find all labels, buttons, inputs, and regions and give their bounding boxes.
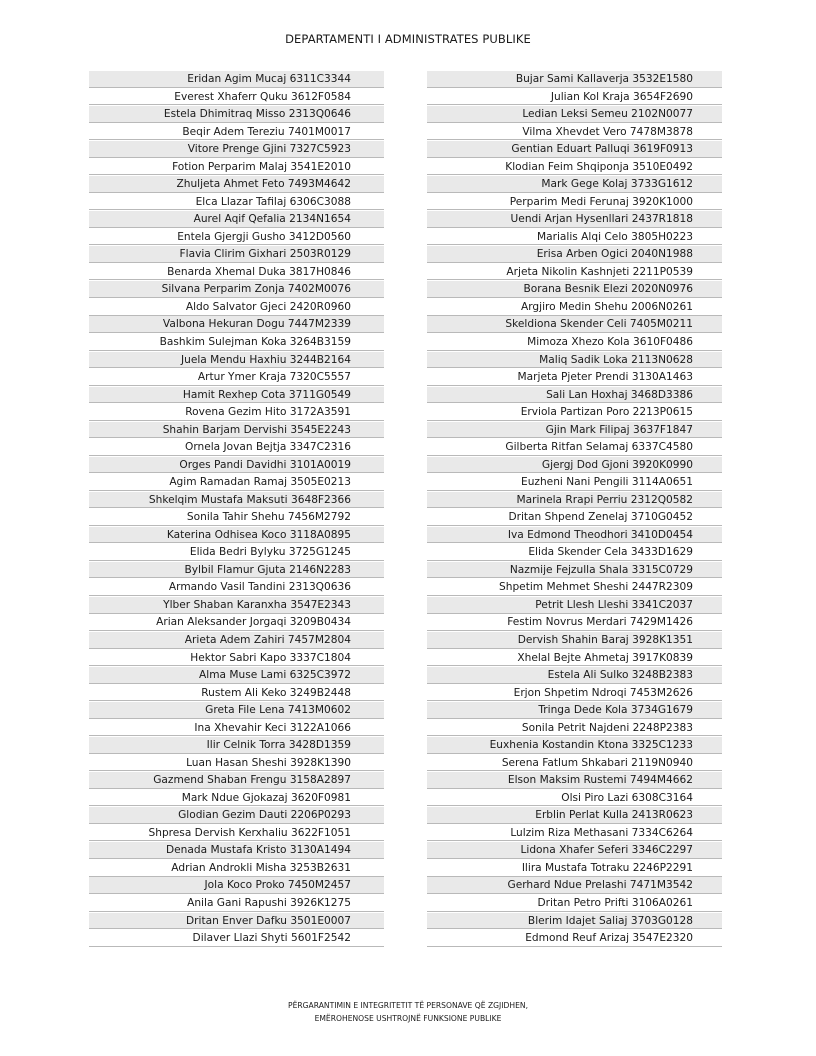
list-item: Bashkim Sulejman Koka 3264B3159 <box>89 334 384 351</box>
list-item: Serena Fatlum Shkabari 2119N0940 <box>427 755 722 772</box>
list-item: Silvana Perparim Zonja 7402M0076 <box>89 281 384 298</box>
list-item: Gjergj Dod Gjoni 3920K0990 <box>427 457 722 474</box>
list-item: Festim Novrus Merdari 7429M1426 <box>427 614 722 631</box>
list-item: Dervish Shahin Baraj 3928K1351 <box>427 632 722 649</box>
list-item: Arjeta Nikolin Kashnjeti 2211P0539 <box>427 264 722 281</box>
list-item: Olsi Piro Lazi 6308C3164 <box>427 790 722 807</box>
list-item: Euzheni Nani Pengili 3114A0651 <box>427 474 722 491</box>
right-name-column <box>427 71 722 948</box>
list-item: Arian Aleksander Jorgaqi 3209B0434 <box>89 614 384 631</box>
list-item: Gazmend Shaban Frengu 3158A2897 <box>89 772 384 789</box>
list-item: Borana Besnik Elezi 2020N0976 <box>427 281 722 298</box>
list-item: Jola Koco Proko 7450M2457 <box>89 877 384 894</box>
list-item: Glodian Gezim Dauti 2206P0293 <box>89 807 384 824</box>
list-item: Rovena Gezim Hito 3172A3591 <box>89 404 384 421</box>
list-item: Erblin Perlat Kulla 2413R0623 <box>427 807 722 824</box>
list-item: Katerina Odhisea Koco 3118A0895 <box>89 527 384 544</box>
list-item: Erviola Partizan Poro 2213P0615 <box>427 404 722 421</box>
list-item: Anila Gani Rapushi 3926K1275 <box>89 895 384 912</box>
list-item: Gilberta Ritfan Selamaj 6337C4580 <box>427 439 722 456</box>
list-item: Perparim Medi Ferunaj 3920K1000 <box>427 194 722 211</box>
list-item: Dritan Enver Dafku 3501E0007 <box>89 913 384 930</box>
list-item: Marinela Rrapi Perriu 2312Q0582 <box>427 492 722 509</box>
list-item: Edmond Reuf Arizaj 3547E2320 <box>427 930 722 947</box>
list-item: Gentian Eduart Palluqi 3619F0913 <box>427 141 722 158</box>
list-item: Dritan Petro Prifti 3106A0261 <box>427 895 722 912</box>
list-item: Shahin Barjam Dervishi 3545E2243 <box>89 422 384 439</box>
list-item: Erisa Arben Ogici 2040N1988 <box>427 246 722 263</box>
list-item: Shkelqim Mustafa Maksuti 3648F2366 <box>89 492 384 509</box>
list-item: Dritan Shpend Zenelaj 3710G0452 <box>427 509 722 526</box>
list-item: Vitore Prenge Gjini 7327C5923 <box>89 141 384 158</box>
list-item: Euxhenia Kostandin Ktona 3325C1233 <box>427 737 722 754</box>
list-item: Hamit Rexhep Cota 3711G0549 <box>89 387 384 404</box>
list-item: Ilir Celnik Torra 3428D1359 <box>89 737 384 754</box>
left-name-column <box>89 71 384 948</box>
list-item: Alma Muse Lami 6325C3972 <box>89 667 384 684</box>
list-item: Denada Mustafa Kristo 3130A1494 <box>89 842 384 859</box>
list-item: Julian Kol Kraja 3654F2690 <box>427 89 722 106</box>
list-item: Marialis Alqi Celo 3805H0223 <box>427 229 722 246</box>
list-item: Shpetim Mehmet Sheshi 2447R2309 <box>427 579 722 596</box>
list-item: Ina Xhevahir Keci 3122A1066 <box>89 720 384 737</box>
list-item: Greta File Lena 7413M0602 <box>89 702 384 719</box>
list-item: Tringa Dede Kola 3734G1679 <box>427 702 722 719</box>
list-item: Benarda Xhemal Duka 3817H0846 <box>89 264 384 281</box>
list-item: Nazmije Fejzulla Shala 3315C0729 <box>427 562 722 579</box>
list-item: Valbona Hekuran Dogu 7447M2339 <box>89 316 384 333</box>
list-item: Beqir Adem Tereziu 7401M0017 <box>89 124 384 141</box>
footer-line-2: EMËROHENOSE USHTROJNË FUNKSIONE PUBLIKE <box>314 1014 502 1023</box>
list-item: Fotion Perparim Malaj 3541E2010 <box>89 159 384 176</box>
list-item: Bujar Sami Kallaverja 3532E1580 <box>427 71 722 88</box>
list-item: Uendi Arjan Hysenllari 2437R1818 <box>427 211 722 228</box>
list-item: Iva Edmond Theodhori 3410D0454 <box>427 527 722 544</box>
list-item: Gerhard Ndue Prelashi 7471M3542 <box>427 877 722 894</box>
list-item: Everest Xhaferr Quku 3612F0584 <box>89 89 384 106</box>
list-item: Adrian Androkli Misha 3253B2631 <box>89 860 384 877</box>
list-item: Vilma Xhevdet Vero 7478M3878 <box>427 124 722 141</box>
list-item: Orges Pandi Davidhi 3101A0019 <box>89 457 384 474</box>
list-item: Argjiro Medin Shehu 2006N0261 <box>427 299 722 316</box>
list-item: Bylbil Flamur Gjuta 2146N2283 <box>89 562 384 579</box>
list-item: Eridan Agim Mucaj 6311C3344 <box>89 71 384 88</box>
list-item: Mimoza Xhezo Kola 3610F0486 <box>427 334 722 351</box>
list-item: Artur Ymer Kraja 7320C5557 <box>89 369 384 386</box>
list-item: Shpresa Dervish Kerxhaliu 3622F1051 <box>89 825 384 842</box>
footer-line-1: PËRGARANTIMIN E INTEGRITETIT TË PERSONAVE QË ZGJIDHEN, <box>288 1001 528 1010</box>
footer <box>0 999 816 1025</box>
list-item: Ylber Shaban Karanxha 3547E2343 <box>89 597 384 614</box>
list-item: Sonila Tahir Shehu 7456M2792 <box>89 509 384 526</box>
list-item: Ornela Jovan Bejtja 3347C2316 <box>89 439 384 456</box>
list-item: Gjin Mark Filipaj 3637F1847 <box>427 422 722 439</box>
list-item: Lulzim Riza Methasani 7334C6264 <box>427 825 722 842</box>
list-item: Marjeta Pjeter Prendi 3130A1463 <box>427 369 722 386</box>
list-item: Maliq Sadik Loka 2113N0628 <box>427 352 722 369</box>
list-item: Skeldiona Skender Celi 7405M0211 <box>427 316 722 333</box>
list-item: Aldo Salvator Gjeci 2420R0960 <box>89 299 384 316</box>
list-item: Estela Dhimitraq Misso 2313Q0646 <box>89 106 384 123</box>
list-item: Aurel Aqif Qefalia 2134N1654 <box>89 211 384 228</box>
list-item: Lidona Xhafer Seferi 3346C2297 <box>427 842 722 859</box>
list-item: Ilira Mustafa Totraku 2246P2291 <box>427 860 722 877</box>
list-item: Zhuljeta Ahmet Feto 7493M4642 <box>89 176 384 193</box>
page-title: DEPARTAMENTI I ADMINISTRATES PUBLIKE <box>285 32 531 46</box>
list-item: Estela Ali Sulko 3248B2383 <box>427 667 722 684</box>
list-item: Ledian Leksi Semeu 2102N0077 <box>427 106 722 123</box>
list-item: Klodian Feim Shqiponja 3510E0492 <box>427 159 722 176</box>
list-item: Arieta Adem Zahiri 7457M2804 <box>89 632 384 649</box>
list-item: Sali Lan Hoxhaj 3468D3386 <box>427 387 722 404</box>
list-item: Blerim Idajet Saliaj 3703G0128 <box>427 913 722 930</box>
list-item: Entela Gjergji Gusho 3412D0560 <box>89 229 384 246</box>
list-item: Luan Hasan Sheshi 3928K1390 <box>89 755 384 772</box>
list-item: Dilaver Llazi Shyti 5601F2542 <box>89 930 384 947</box>
list-item: Juela Mendu Haxhiu 3244B2164 <box>89 352 384 369</box>
list-item: Elida Bedri Bylyku 3725G1245 <box>89 544 384 561</box>
list-item: Erjon Shpetim Ndroqi 7453M2626 <box>427 685 722 702</box>
list-item: Hektor Sabri Kapo 3337C1804 <box>89 650 384 667</box>
list-item: Flavia Clirim Gixhari 2503R0129 <box>89 246 384 263</box>
list-item: Mark Ndue Gjokazaj 3620F0981 <box>89 790 384 807</box>
list-item: Xhelal Bejte Ahmetaj 3917K0839 <box>427 650 722 667</box>
list-item: Petrit Llesh Lleshi 3341C2037 <box>427 597 722 614</box>
list-item: Elida Skender Cela 3433D1629 <box>427 544 722 561</box>
list-item: Agim Ramadan Ramaj 3505E0213 <box>89 474 384 491</box>
list-item: Elca Llazar Tafilaj 6306C3088 <box>89 194 384 211</box>
list-item: Rustem Ali Keko 3249B2448 <box>89 685 384 702</box>
list-item: Elson Maksim Rustemi 7494M4662 <box>427 772 722 789</box>
list-item: Mark Gege Kolaj 3733G1612 <box>427 176 722 193</box>
list-item: Sonila Petrit Najdeni 2248P2383 <box>427 720 722 737</box>
list-item: Armando Vasil Tandini 2313Q0636 <box>89 579 384 596</box>
